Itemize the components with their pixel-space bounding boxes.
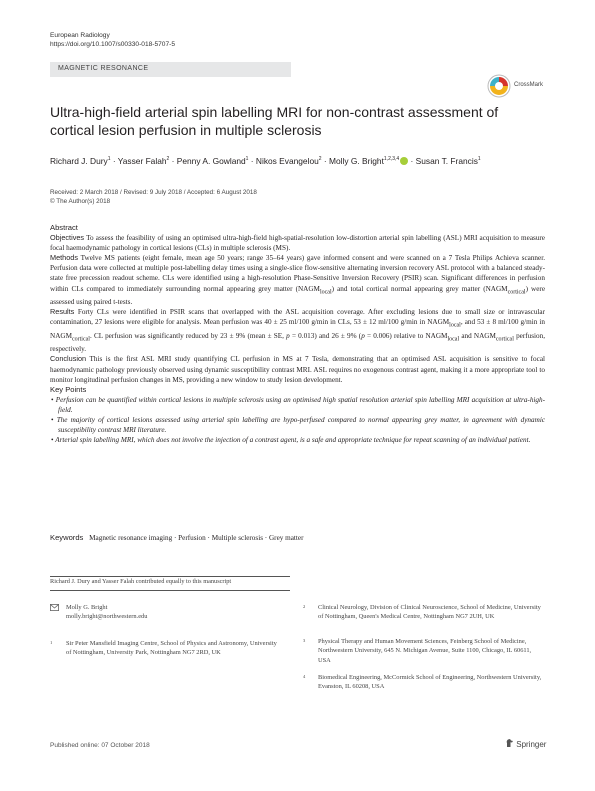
affiliation-text: Physical Therapy and Human Movement Sciences, Feinberg School of Medicine, Northwestern University, 645 N. Michigan Avenue, Suite 1100, Chicago, IL 60611, USA: [318, 638, 532, 664]
results-text: Forty CLs were identified in PSIR scans that overlapped with the ASL acquisition coverage. After excluding lesions due to small size or intravascular contamination, 27 lesions were eligible for analysis. Mean perfusion was 40 ± 25 ml/100 g/min in CLs, 53 ± 12 ml/100 g/min in NAGM: [50, 308, 545, 327]
affiliation: [50, 639, 280, 658]
affiliation-number: 4: [303, 674, 306, 679]
keywords-label: Keywords: [50, 533, 84, 542]
affiliation-text: Sir Peter Mansfield Imaging Centre, School of Physics and Astronomy, University of Nottingham, University Park, Nottingham NG7 2RD, UK: [66, 640, 277, 657]
affiliation-number: 2: [303, 604, 306, 609]
results-text: = 0.013) and 26 ± 9% (: [289, 331, 362, 340]
author-affiliation-sup: 1,2,3,4: [383, 156, 400, 163]
methods-text: ) were assessed using paired t-tests.: [50, 284, 546, 307]
correspondence-email[interactable]: molly.bright@northwestern.edu: [66, 613, 148, 621]
crossmark-label: CrossMark: [514, 82, 544, 88]
affiliation-text: Biomedical Engineering, McCormick School of Engineering, Northwestern University, Evanston, IL 60208, USA: [318, 674, 542, 691]
journal-name: European Radiology: [50, 32, 110, 39]
abstract-objectives: [50, 233, 545, 253]
equal-contribution-note: Richard J. Dury and Yasser Falah contributed equally to this manuscript: [50, 578, 232, 585]
springer-horse-icon: [505, 738, 514, 748]
published-online: Published online: 07 October 2018: [50, 742, 150, 749]
results-text: = 0.006) relative to NAGM: [364, 331, 448, 340]
footnote-divider: [50, 590, 290, 591]
conclusion-label: Conclusion: [50, 354, 87, 364]
bullet: •: [51, 395, 54, 404]
bullet: •: [51, 436, 54, 445]
bullet: •: [51, 416, 54, 424]
results-label: Results: [50, 307, 75, 317]
affiliation: [303, 637, 543, 665]
copyright: © The Author(s) 2018: [50, 198, 111, 205]
orcid-icon[interactable]: [400, 157, 408, 165]
key-point: [50, 435, 545, 445]
envelope-icon: [50, 604, 59, 614]
correspondence-block: [50, 603, 147, 622]
article-title: Ultra-high-field arterial spin labelling MRI for non-contrast assessment of cortical lesion perfusion in multiple sclerosis: [50, 104, 499, 138]
key-point-text: Perfusion can be quantified within cortical lesions in multiple sclerosis using an optimised high spatial resolution arterial spin labelling MRI acquisition at ultra-high-field.: [55, 395, 545, 414]
crossmark-badge[interactable]: [487, 74, 547, 98]
author-affiliation-sup: 1: [477, 156, 481, 163]
conclusion-text: This is the first ASL MRI study quantifying CL perfusion in MS at 7 Tesla, demonstrating that an optimised ASL acquisition is sensitive to focal haemodynamic pathology previously observed using dynamic susceptibility contrast MRI. ASL requires no exogenous contrast agent, making it a more appropriate tool to monitor longitudinal perfusion changes in MS, providing a new window to study lesion development.: [50, 355, 546, 384]
key-point-text: Arterial spin labelling MRI, which does not involve the injection of a contrast agent, is a safe and appropriate technique for repeat scanning of an individual patient.: [55, 436, 531, 445]
author-name[interactable]: Yasser Falah: [117, 156, 167, 166]
affiliation: [303, 673, 543, 692]
methods-subscript: local: [319, 289, 332, 295]
methods-text: Twelve MS patients (eight female, mean age 50 years; range 35–64 years) gave informed consent and were scanned on a 7 Tesla Philips Achieva scanner. Perfusion data were collected at multiple post-labelling delay times using a single-slice flow-sensitive alternating inversion recovery ASL protocol with a balanced steady-state free precession readout scheme. CLs were identified using a high-resolution Phase-Sensitive Inversion Recovery (PSIR) scan. Significant differences in perfusion within CLs compared to immediately surrounding normal appearing grey matter (NAGM: [50, 254, 545, 293]
doi-link[interactable]: https://doi.org/10.1007/s00330-018-5707-5: [50, 41, 176, 49]
key-point-text: The majority of cortical lesions assessed using arterial spin labelling are hypo-perfused compared to normal appearing grey matter, in agreement with dynamic susceptibility contrast MRI literature.: [56, 416, 546, 435]
author-name[interactable]: Susan T. Francis: [415, 156, 478, 166]
publisher-name: Springer: [516, 740, 547, 749]
author-affiliation-sup: 1: [107, 156, 111, 163]
author-affiliation-sup: 2: [318, 156, 322, 163]
key-points-heading: Key Points: [50, 384, 87, 394]
results-subscript: cortical: [71, 336, 90, 343]
abstract-results: [50, 307, 545, 354]
publisher-logo: [505, 738, 546, 749]
abstract: [50, 223, 545, 445]
objectives-label: Objectives: [50, 233, 85, 243]
abstract-methods: [50, 253, 545, 307]
results-text: and NAGM: [459, 331, 496, 340]
methods-subscript: cortical: [507, 289, 526, 295]
affiliation: [303, 603, 543, 622]
author-list: Richard J. Dury$^1$ · Yasser Falah$^2$ · Penny A. Gowland$^1$ · Nikos Evangelou$^2$ · Molly G. Bright$^{1,2,3,4}$ · Susan T. Francis$^1$: [50, 156, 481, 166]
author-name[interactable]: Penny A. Gowland: [176, 156, 246, 166]
methods-label: Methods: [50, 253, 78, 263]
affiliation-number: 3: [303, 638, 306, 643]
methods-text: ) and total cortical normal appearing grey matter (NAGM: [331, 284, 508, 293]
affiliation-text: Clinical Neurology, Division of Clinical Neuroscience, School of Medicine, University of Nottingham, Queen's Medical Centre, Nottingham NG7 2UH, UK: [318, 604, 541, 621]
results-text: . CL perfusion was significantly reduced by 23 ± 9% (mean ± SE,: [89, 331, 287, 340]
abstract-conclusion: [50, 354, 545, 384]
section-label: MAGNETIC RESONANCE: [58, 65, 149, 72]
author-affiliation-sup: 1: [245, 156, 249, 163]
objectives-text: To assess the feasibility of using an optimised ultra-high-field high-spatial-resolution low-distortion arterial spin labelling (ASL) MRI acquisition to measure focal haemodynamic pathology in cortical lesions (CLs) in multiple sclerosis (MS).: [50, 234, 545, 253]
results-subscript: local: [447, 336, 460, 343]
keywords: [50, 533, 545, 542]
keywords-text: Magnetic resonance imaging · Perfusion · Multiple sclerosis · Grey matter: [89, 534, 304, 542]
key-point: [50, 395, 545, 415]
received-revised-accepted: Received: 2 March 2018 / Revised: 9 July 2018 / Accepted: 6 August 2018: [50, 189, 257, 196]
results-text: , and 53 ± 8 ml/100 g/min in NAGM: [50, 318, 545, 340]
correspondence-name: Molly G. Bright: [66, 604, 108, 611]
author-name[interactable]: Nikos Evangelou: [255, 156, 319, 166]
abstract-heading: Abstract: [50, 223, 78, 232]
p-value-symbol: p: [361, 331, 365, 340]
author-name[interactable]: Molly G. Bright: [329, 156, 384, 166]
author-affiliation-sup: 2: [166, 156, 170, 163]
results-subscript: cortical: [495, 336, 514, 343]
footnote-divider: [50, 576, 290, 577]
p-value-symbol: p: [286, 331, 290, 340]
author-name[interactable]: Richard J. Dury: [50, 156, 108, 166]
article-dates: [50, 188, 257, 206]
journal-header: [50, 31, 175, 50]
results-text: perfusion, respectively.: [50, 331, 546, 354]
crossmark-icon: [487, 74, 511, 98]
key-points-list: [50, 395, 545, 445]
affiliation-number: 1: [50, 640, 53, 645]
key-point: [50, 415, 545, 435]
results-subscript: local: [449, 322, 461, 329]
